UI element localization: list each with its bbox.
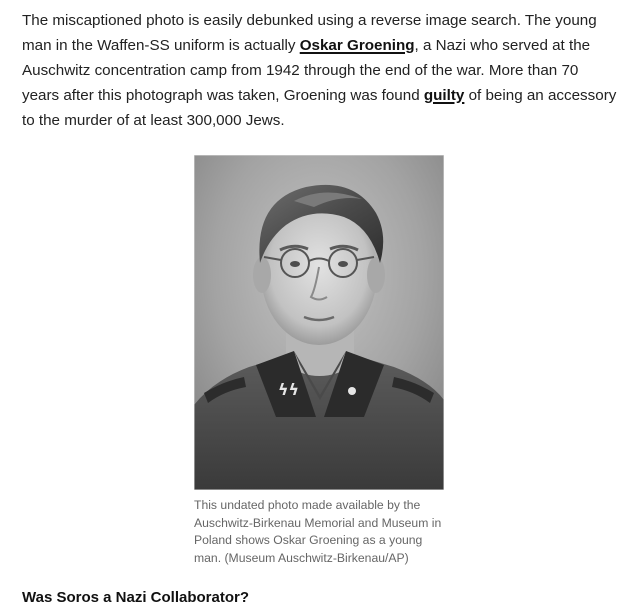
section-subheading: Was Soros a Nazi Collaborator? bbox=[22, 589, 249, 602]
guilty-link[interactable]: guilty bbox=[423, 87, 465, 104]
paragraph-text-3: of being an accessory to the murder of at least 300,000 Jews. bbox=[22, 87, 617, 129]
article-paragraph bbox=[22, 8, 618, 133]
paragraph-text-1: The miscaptioned photo is easily debunked using a reverse image search. The young man in the Waffen-SS uniform is actually bbox=[22, 12, 597, 54]
paragraph-text-2: , a Nazi who served at the Auschwitz concentration camp from 1942 through the end of the war. More than 70 years after this photograph was taken, Groening was found bbox=[22, 37, 591, 104]
oskar-groening-link[interactable]: Oskar Groening bbox=[299, 37, 415, 54]
article-figure bbox=[194, 155, 444, 567]
photo-caption: This undated photo made available by the Auschwitz-Birkenau Memorial and Museum in Poland shows Oskar Groening as a young man. (Museum Auschwitz-Birkenau/AP) bbox=[194, 498, 442, 565]
portrait-photo bbox=[194, 155, 444, 490]
svg-text:ϟϟ: ϟϟ bbox=[278, 380, 300, 399]
